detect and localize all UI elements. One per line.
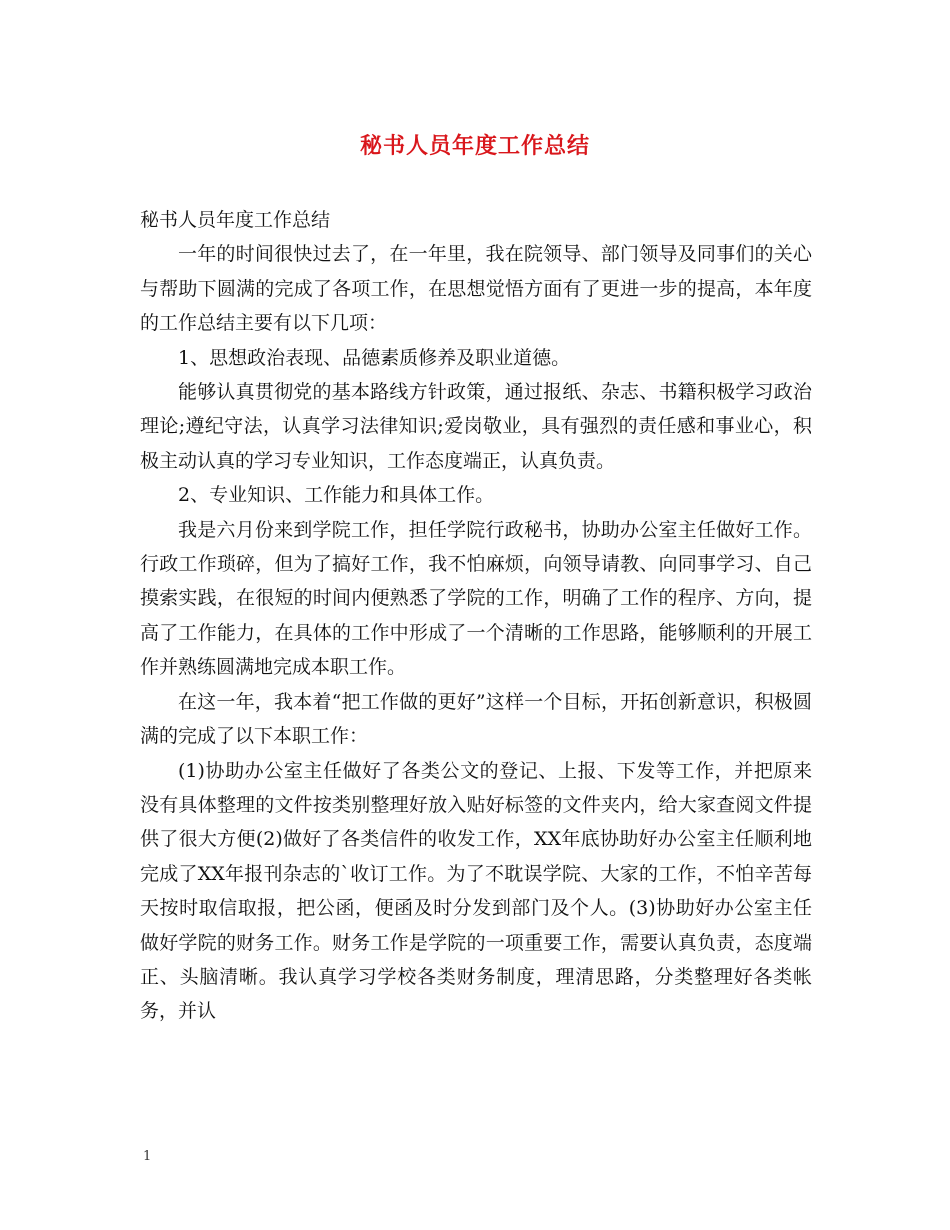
body-paragraph: 一年的时间很快过去了，在一年里，我在院领导、部门领导及同事们的关心与帮助下圆满的完成了各项工作，在思想觉悟方面有了更进一步的提高，本年度的工作总结主要有以下几项： <box>140 243 812 335</box>
document-body <box>140 203 812 1029</box>
body-paragraph: 在这一年，我本着“把工作做的更好”这样一个目标，开拓创新意识，积极圆满的完成了以下本职工作： <box>140 690 812 748</box>
section-heading-2: 2、专业知识、工作能力和具体工作。 <box>178 484 495 507</box>
body-heading: 秘书人员年度工作总结 <box>140 209 331 231</box>
section-heading-1: 1、思想政治表现、品德素质修养及职业道德。 <box>178 346 571 369</box>
body-paragraph: 我是六月份来到学院工作，担任学院行政秘书，协助办公室主任做好工作。行政工作琐碎，但为了搞好工作，我不怕麻烦，向领导请教、向同事学习、自己摸索实践，在很短的时间内便熟悉了学院的工作，明确了工作的程序、方向，提高了工作能力，在具体的工作中形成了一个清晰的工作思路，能够顺利的开展工作并熟练圆满地完成本职工作。 <box>140 518 812 679</box>
document-title: 秘书人员年度工作总结 <box>359 134 590 159</box>
body-paragraph: 能够认真贯彻党的基本路线方针政策，通过报纸、杂志、书籍积极学习政治理论;遵纪守法，认真学习法律知识;爱岗敬业，具有强烈的责任感和事业心，积极主动认真的学习专业知识，工作态度端正，认真负责。 <box>140 381 812 472</box>
body-paragraph: (1)协助办公室主任做好了各类公文的登记、上报、下发等工作，并把原来没有具体整理的文件按类别整理好放入贴好标签的文件夹内，给大家查阅文件提供了很大方便(2)做好了各类信件的收发工作，XX年底协助好办公室主任顺利地完成了XX年报刊杂志的`收订工作。为了不耽误学院、大家的工作，不怕辛苦每天按时取信取报，把公函，便函及时分发到部门及个人。(3)协助好办公室主任做好学院的财务工作。财务工作是学院的一项重要工作，需要认真负责，态度端正、头脑清晰。我认真学习学校各类财务制度，理清思路，分类整理好各类帐务，并认 <box>140 759 812 1023</box>
page-number: 1 <box>143 1149 152 1164</box>
